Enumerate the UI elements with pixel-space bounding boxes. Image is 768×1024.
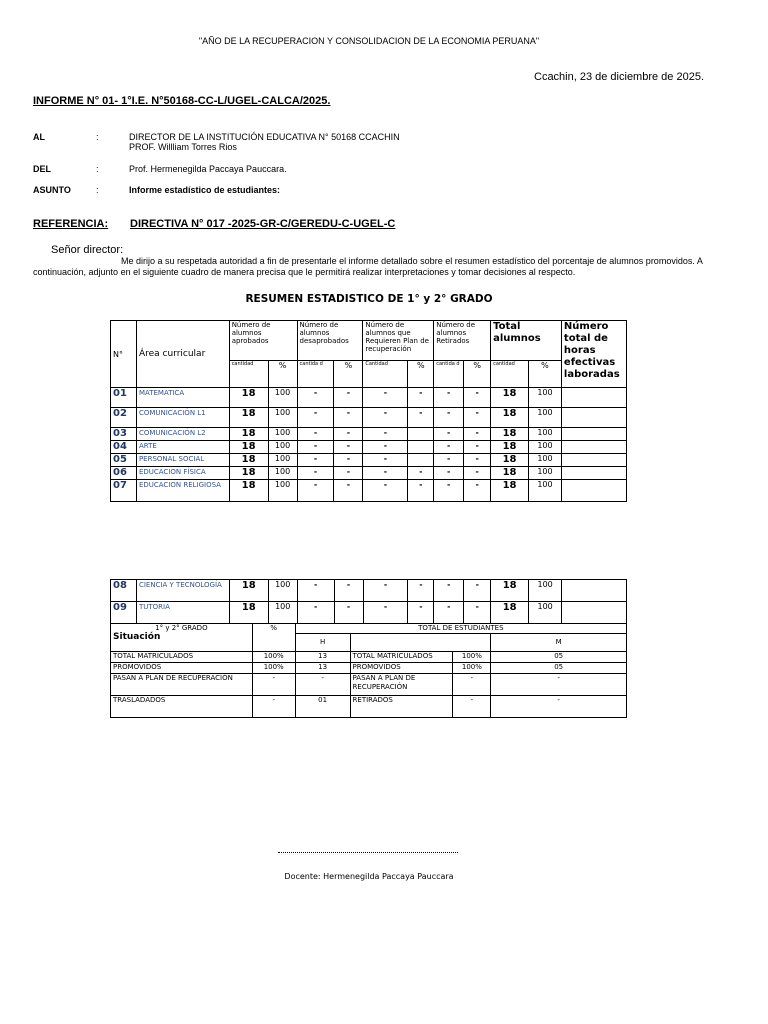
recovery-pct <box>408 428 434 441</box>
row-area: COMUNICACIÓN L1 <box>136 408 229 428</box>
approved-pct: 100 <box>268 408 297 428</box>
total-qty: 18 <box>491 467 529 480</box>
failed-qty: - <box>297 408 334 428</box>
row-number: 01 <box>111 388 137 408</box>
withdrawn-qty: - <box>434 480 464 502</box>
withdrawn-pct: - <box>464 467 491 480</box>
failed-pct: - <box>334 580 363 602</box>
referencia-value: DIRECTIVA N° 017 -2025-GR-C/GEREDU-C-UGEL-C <box>130 218 396 230</box>
summary-table-continued <box>110 579 627 624</box>
table-row <box>111 428 627 441</box>
situation-label-2: PASAN A PLAN DE RECUPERACIÓN <box>350 674 453 696</box>
h-header: H <box>295 634 350 652</box>
row-number: 08 <box>111 580 137 602</box>
approved-pct: 100 <box>268 467 297 480</box>
withdrawn-qty: - <box>434 428 464 441</box>
hours-cell <box>561 480 626 502</box>
withdrawn-qty: - <box>434 602 464 624</box>
failed-pct: - <box>334 454 363 467</box>
total-qty: 18 <box>491 441 529 454</box>
situation-label-2: PROMOVIDOS <box>350 663 453 674</box>
totals-row <box>111 696 627 718</box>
total-pct: 100 <box>529 408 562 428</box>
male-count: 01 <box>295 696 350 718</box>
table-row <box>111 602 627 624</box>
recovery-pct: - <box>408 388 434 408</box>
table-row <box>111 441 627 454</box>
row-area: MATEMATICA <box>136 388 229 408</box>
asunto-value: Informe estadístico de estudiantes: <box>129 185 281 195</box>
table-row <box>111 408 627 428</box>
sub-cantidad: cantidad <box>491 361 529 388</box>
row-number: 05 <box>111 454 137 467</box>
situation-pct: 100% <box>252 652 295 663</box>
failed-pct: - <box>334 480 363 502</box>
pct-header: % <box>252 624 295 652</box>
salutation: Señor director: <box>51 244 124 256</box>
recovery-qty: - <box>363 454 408 467</box>
al-value-line1: DIRECTOR DE LA INSTITUCIÓN EDUCATIVA N° 50168 CCACHIN <box>129 132 400 142</box>
situation-label-2: TOTAL MATRICULADOS <box>350 652 453 663</box>
withdrawn-qty: - <box>434 408 464 428</box>
letter-body: Me dirijo a su respetada autoridad a fin de presentarle el informe detallado sobre el resumen estadístico del porcentaje de alumnos promovidos. A continuación, adjunto en el siguiente cuadro de manera precisa que le permitirá realizar interpretaciones y tomar decisiones al respecto. <box>33 256 703 277</box>
approved-pct: 100 <box>268 580 297 602</box>
failed-qty: - <box>297 454 334 467</box>
situation-label: PASAN A PLAN DE RECUPERACIÓN <box>111 674 253 696</box>
situation-label: TOTAL MATRICULADOS <box>111 652 253 663</box>
total-qty: 18 <box>491 580 529 602</box>
male-count: 13 <box>295 652 350 663</box>
situation-pct-2: 100% <box>453 663 491 674</box>
total-pct: 100 <box>529 480 562 502</box>
failed-qty: - <box>297 580 334 602</box>
female-count: 05 <box>491 663 627 674</box>
recovery-qty: - <box>363 388 408 408</box>
hours-cell <box>562 602 627 624</box>
approved-qty: 18 <box>229 428 268 441</box>
row-number: 07 <box>111 480 137 502</box>
referencia-label: REFERENCIA: <box>33 218 109 230</box>
table-row <box>111 467 627 480</box>
hours-cell <box>561 428 626 441</box>
approved-pct: 100 <box>268 454 297 467</box>
recovery-pct: - <box>408 408 434 428</box>
situation-label: PROMOVIDOS <box>111 663 253 674</box>
recovery-pct: - <box>408 480 434 502</box>
row-number: 03 <box>111 428 137 441</box>
situation-label: TRASLADADOS <box>111 696 253 718</box>
failed-qty: - <box>297 467 334 480</box>
totals-row <box>111 674 627 696</box>
female-count: 05 <box>491 652 627 663</box>
total-qty: 18 <box>491 454 529 467</box>
sub-pct: % <box>334 361 363 388</box>
total-pct: 100 <box>529 602 562 624</box>
grado-situacion-cell <box>111 624 253 652</box>
approved-qty: 18 <box>229 388 268 408</box>
row-number: 06 <box>111 467 137 480</box>
table-row <box>111 388 627 408</box>
recovery-qty: - <box>363 441 408 454</box>
approved-qty: 18 <box>229 467 268 480</box>
total-pct: 100 <box>529 428 562 441</box>
recovery-qty: - <box>363 602 408 624</box>
failed-pct: - <box>334 388 363 408</box>
row-area: TUTORIA <box>136 602 229 624</box>
approved-pct: 100 <box>268 602 297 624</box>
header-horas: Número total de horas efectivas laboradas <box>561 321 626 388</box>
total-qty: 18 <box>491 480 529 502</box>
recovery-pct: - <box>408 580 434 602</box>
female-count: - <box>491 696 627 718</box>
situation-pct-2: - <box>453 674 491 696</box>
row-area: COMUNICACIÓN L2 <box>136 428 229 441</box>
total-pct: 100 <box>529 388 562 408</box>
header-aprobados: Número de alumnos aprobados <box>229 321 297 361</box>
del-label: DEL <box>33 164 51 174</box>
recovery-pct: - <box>408 602 434 624</box>
row-area: CIENCIA Y TECNOLOGÍA <box>136 580 229 602</box>
withdrawn-pct: - <box>464 441 491 454</box>
withdrawn-qty: - <box>434 580 464 602</box>
failed-qty: - <box>297 428 334 441</box>
m-header: M <box>491 634 627 652</box>
recovery-pct <box>408 441 434 454</box>
totals-row <box>111 652 627 663</box>
row-area: EDUCACION FÍSICA <box>136 467 229 480</box>
situacion-label: Situación <box>113 632 161 642</box>
approved-pct: 100 <box>268 428 297 441</box>
approved-pct: 100 <box>268 480 297 502</box>
al-value <box>129 132 400 152</box>
sub-pct: % <box>268 361 297 388</box>
approved-qty: 18 <box>229 454 268 467</box>
withdrawn-pct: - <box>464 454 491 467</box>
signature-line <box>278 852 458 853</box>
withdrawn-qty: - <box>434 388 464 408</box>
withdrawn-qty: - <box>434 467 464 480</box>
failed-qty: - <box>297 388 334 408</box>
sub-pct: % <box>464 361 491 388</box>
al-value-line2: PROF. Willliam Torres Rios <box>129 142 237 152</box>
empty-cell <box>350 634 491 652</box>
header-recuperacion: Número de alumnos que Requieren Plan de recuperación <box>363 321 434 361</box>
approved-pct: 100 <box>268 388 297 408</box>
withdrawn-pct: - <box>464 580 491 602</box>
failed-pct: - <box>334 602 363 624</box>
hours-cell <box>561 454 626 467</box>
withdrawn-qty: - <box>434 441 464 454</box>
row-area: ARTE <box>136 441 229 454</box>
failed-pct: - <box>334 467 363 480</box>
recovery-qty: - <box>363 428 408 441</box>
total-pct: 100 <box>529 454 562 467</box>
informe-title: INFORME N° 01- 1°I.E. N°50168-CC-L/UGEL-CALCA/2025. <box>33 95 331 107</box>
situation-label-2: RETIRADOS <box>350 696 453 718</box>
row-number: 02 <box>111 408 137 428</box>
del-value: Prof. Hermenegilda Paccaya Pauccara. <box>129 164 287 174</box>
table-row <box>111 580 627 602</box>
asunto-colon: : <box>96 185 99 195</box>
approved-pct: 100 <box>268 441 297 454</box>
situation-pct: 100% <box>252 663 295 674</box>
row-area: PERSONAL SOCIAL <box>136 454 229 467</box>
recovery-qty: - <box>363 580 408 602</box>
row-number: 09 <box>111 602 137 624</box>
hours-cell <box>562 580 627 602</box>
table-row <box>111 480 627 502</box>
situation-pct-2: 100% <box>453 652 491 663</box>
approved-qty: 18 <box>229 441 268 454</box>
total-qty: 18 <box>491 602 529 624</box>
asunto-label: ASUNTO <box>33 185 71 195</box>
sub-cantidad: cantida d <box>297 361 334 388</box>
header-total: Total alumnos <box>491 321 562 361</box>
al-colon: : <box>96 132 99 142</box>
table-row <box>111 454 627 467</box>
recovery-pct: - <box>408 467 434 480</box>
hours-cell <box>561 467 626 480</box>
row-number: 04 <box>111 441 137 454</box>
year-title: "AÑO DE LA RECUPERACION Y CONSOLIDACION DE LA ECONOMIA PERUANA" <box>198 36 540 46</box>
hours-cell <box>561 441 626 454</box>
failed-qty: - <box>297 480 334 502</box>
failed-qty: - <box>297 602 334 624</box>
grado-label: 1° y 2° GRADO <box>155 624 208 632</box>
row-area: EDUCACION RELIGIOSA <box>136 480 229 502</box>
recovery-qty: - <box>363 480 408 502</box>
recovery-qty: - <box>363 467 408 480</box>
withdrawn-pct: - <box>464 602 491 624</box>
withdrawn-pct: - <box>464 428 491 441</box>
document-date: Ccachin, 23 de diciembre de 2025. <box>534 71 704 83</box>
signature-name: Docente: Hermenegilda Paccaya Pauccara <box>284 872 454 881</box>
sub-cantidad: cantida d <box>434 361 464 388</box>
failed-pct: - <box>334 408 363 428</box>
withdrawn-pct: - <box>464 408 491 428</box>
approved-qty: 18 <box>229 408 268 428</box>
al-label: AL <box>33 132 45 142</box>
header-area: Área curricular <box>136 321 229 388</box>
total-pct: 100 <box>529 580 562 602</box>
del-colon: : <box>96 164 99 174</box>
failed-pct: - <box>334 428 363 441</box>
header-retirados: Número de alumnos Retirados <box>434 321 491 361</box>
approved-qty: 18 <box>229 480 268 502</box>
failed-qty: - <box>297 441 334 454</box>
total-qty: 18 <box>491 428 529 441</box>
hours-cell <box>561 388 626 408</box>
approved-qty: 18 <box>229 602 268 624</box>
hours-cell <box>561 408 626 428</box>
failed-pct: - <box>334 441 363 454</box>
recovery-pct <box>408 454 434 467</box>
totals-row <box>111 663 627 674</box>
recovery-qty: - <box>363 408 408 428</box>
approved-qty: 18 <box>229 580 268 602</box>
total-estudiantes-header: TOTAL DE ESTUDIANTES <box>295 624 626 634</box>
header-desaprobados: Número de alumnos desaprobados <box>297 321 363 361</box>
sub-pct: % <box>408 361 434 388</box>
totals-table <box>110 623 627 718</box>
total-qty: 18 <box>491 388 529 408</box>
female-count: - <box>491 674 627 696</box>
header-n: N° <box>111 321 137 388</box>
total-pct: 100 <box>529 441 562 454</box>
sub-pct: % <box>529 361 562 388</box>
male-count: - <box>295 674 350 696</box>
withdrawn-pct: - <box>464 480 491 502</box>
summary-table <box>110 320 627 502</box>
male-count: 13 <box>295 663 350 674</box>
situation-pct: - <box>252 674 295 696</box>
withdrawn-qty: - <box>434 454 464 467</box>
situation-pct: - <box>252 696 295 718</box>
sub-cantidad: Cantidad <box>363 361 408 388</box>
situation-pct-2: - <box>453 696 491 718</box>
table-title: RESUMEN ESTADISTICO DE 1° y 2° GRADO <box>245 293 493 305</box>
withdrawn-pct: - <box>464 388 491 408</box>
total-pct: 100 <box>529 467 562 480</box>
total-qty: 18 <box>491 408 529 428</box>
sub-cantidad: cantidad <box>229 361 268 388</box>
